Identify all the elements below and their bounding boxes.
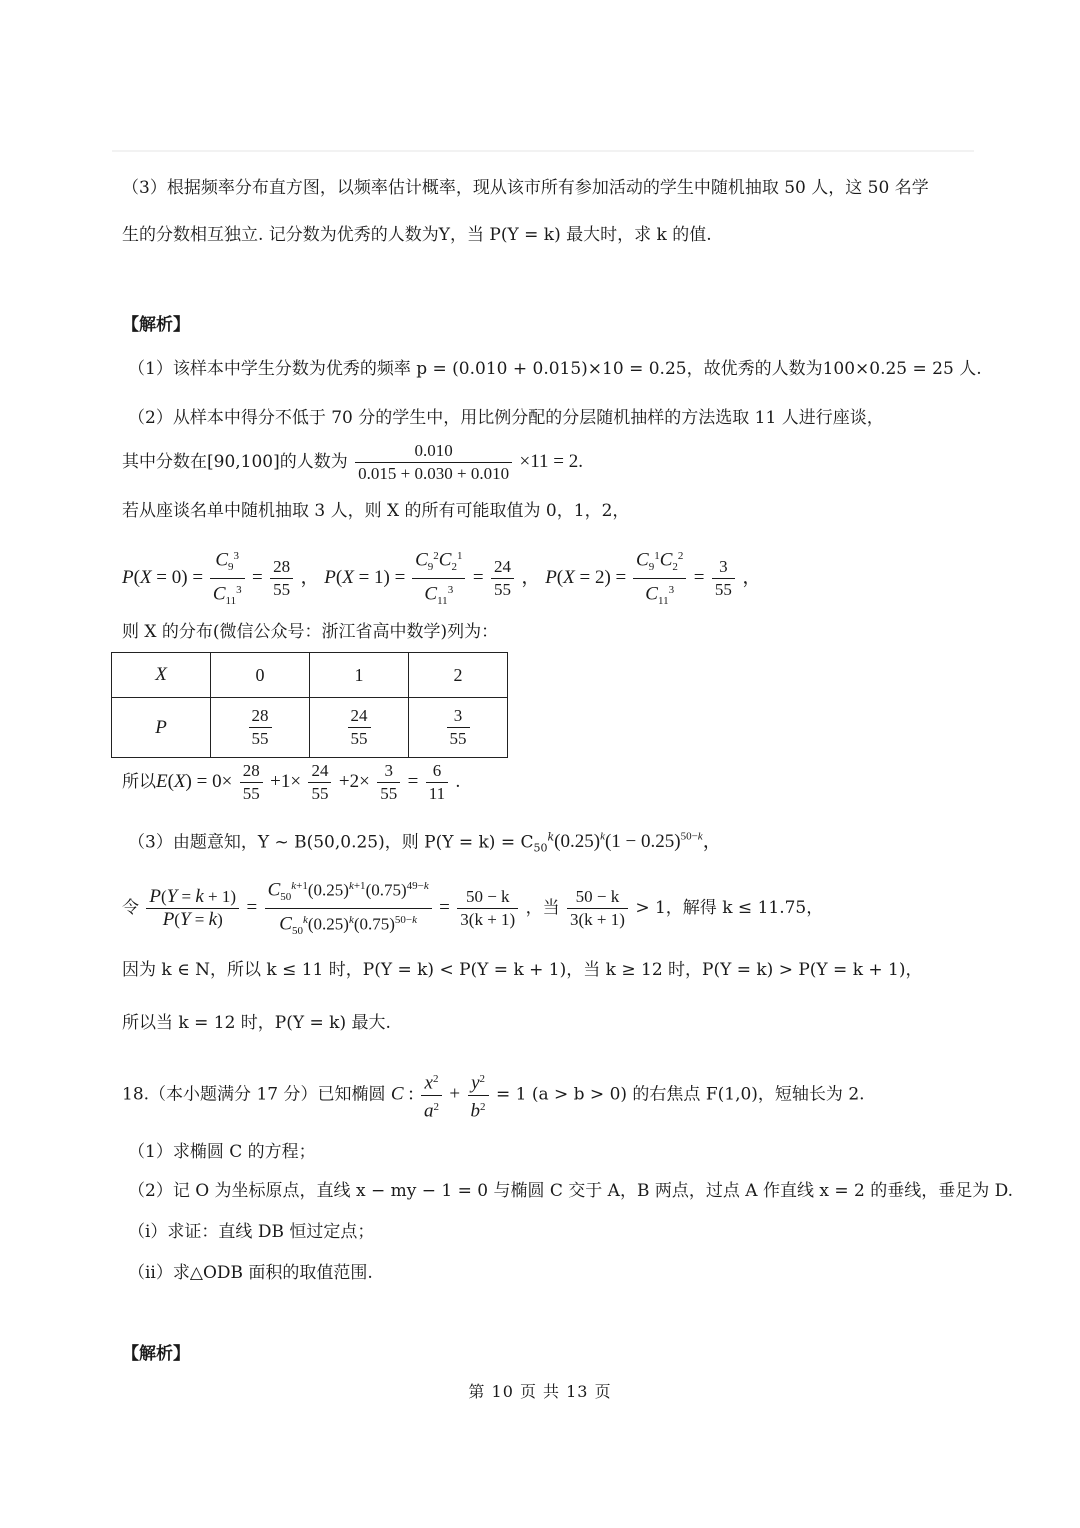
count-fraction [355, 440, 512, 485]
ratio-simplified: $\frac{50 - k}{3(k + 1)}$ [457, 886, 518, 931]
distribution-intro: 则 X 的分布(微信公众号：浙江省高中数学)列为： [122, 622, 499, 642]
prob-fraction-0: $\frac{28}{55}$ [270, 556, 293, 601]
table-row-label: P [112, 698, 211, 758]
ratio-fraction: $\frac{P(Y = k + 1)}{P(Y = k)}$ [146, 886, 239, 931]
solution-count-line [122, 440, 583, 485]
prob-fraction-2: $\frac{3}{55}$ [712, 556, 735, 601]
analysis-heading-2: 【解析】 [122, 1344, 190, 1364]
expectation-line: 所以E(X) = 0× $\frac{28}{55}$ +1× $\frac{24}{55}$ +2× $\frac{3}{55}$ = $\frac{6}{11}$ . [122, 761, 461, 803]
page-footer: 第 10 页 共 13 页 [468, 1382, 612, 1401]
q18-stem: 18.（本小题满分 17 分）已知椭圆 C : $\frac{x^2}{a^2}$ + $\frac{y^2}{b^2}$ = 1 (a > b > 0) 的右焦点 F(1,0)，短轴长为 2. [122, 1068, 865, 1122]
q18-part-2i: （i）求证：直线 DB 恒过定点； [128, 1222, 375, 1242]
count-suffix: ×11 = 2. [519, 451, 583, 472]
probability-line: P(X = 0) = $\frac{C_9^3}{C_{11}^3}$ = $\frac{28}{55}$ ， P(X = 1) = $\frac{C_9^2C_2^1}{C_{11}^3}$ = $\frac{24}{55}$ ， P(X = 2) = $\frac{C_9^1C_2^2}{C_{11}^3}$ = $\frac{3}{55}$ ， [122, 545, 761, 612]
ratio-line: 令 $\frac{P(Y = k + 1)}{P(Y = k)}$ = $\frac{C_{50}^{k+1}(0.25)^{k+1}(0.75)^{49-k}}{C_{50}^k(0.25)^k(0.75)^{50-k}}$ = $\frac{50 - k}{3(k + 1)}$ ，当 $\frac{50 - k}{3(k + 1)}$ > 1，解得 k ≤ 11.75， [122, 875, 823, 942]
q3-line-2: 生的分数相互独立. 记分数为优秀的人数为Y，当 P(Y = k) 最大时，求 k 的值. [122, 225, 712, 245]
fraction-numerator: 0.010 [355, 440, 512, 463]
distribution-table [111, 652, 508, 758]
scan-band [112, 150, 974, 152]
prob-fraction-1: $\frac{24}{55}$ [491, 556, 514, 601]
solution-part-1: （1）该样本中学生分数为优秀的频率 p = (0.010 + 0.015)×10 = 0.25，故优秀的人数为100×0.25 = 25 人. [128, 359, 982, 379]
table-header-cell: 0 [211, 653, 310, 698]
expectation-result: $\frac{6}{11}$ [426, 760, 448, 805]
solution-values-line: 若从座谈名单中随机抽取 3 人，则 X 的所有可能取值为 0，1，2， [122, 501, 630, 521]
table-cell: $\frac{3}{55}$ [409, 698, 508, 758]
ellipse-x-term: $\frac{x^2}{a^2}$ [421, 1068, 442, 1122]
table-header-cell: 2 [409, 653, 508, 698]
part3-conclusion-1: 因为 k ∈ N，所以 k ≤ 11 时，P(Y = k) < P(Y = k + 1)，当 k ≥ 12 时，P(Y = k) > P(Y = k + 1)， [122, 960, 923, 980]
table-cell: $\frac{28}{55}$ [211, 698, 310, 758]
ratio-expanded: $\frac{C_{50}^{k+1}(0.25)^{k+1}(0.75)^{49-k}}{C_{50}^k(0.25)^k(0.75)^{50-k}}$ [265, 875, 432, 942]
solution-part-2: （2）从样本中得分不低于 70 分的学生中，用比例分配的分层随机抽样的方法选取 11 人进行座谈， [128, 408, 884, 428]
table-cell: $\frac{24}{55}$ [310, 698, 409, 758]
q3-line-1: （3）根据频率分布直方图，以频率估计概率，现从该市所有参加活动的学生中随机抽取 50 人，这 50 名学 [122, 178, 929, 198]
ratio-condition: $\frac{50 - k}{3(k + 1)}$ [567, 886, 628, 931]
analysis-heading: 【解析】 [122, 315, 190, 335]
ellipse-y-term: $\frac{y^2}{b^2}$ [468, 1068, 489, 1122]
table-header-cell: X [112, 653, 211, 698]
comb-fraction-2: $\frac{C_9^1C_2^2}{C_{11}^3}$ [633, 545, 686, 612]
part3-binomial-line: （3）由题意知，Y ~ B(50,0.25)，则 $P(Y = k) = C_{50}^k(0.25)^k(1 - 0.25)^{50-k}$， [128, 830, 722, 855]
count-prefix: 其中分数在[90,100]的人数为 [122, 452, 348, 472]
part3-conclusion-2: 所以当 k = 12 时，P(Y = k) 最大. [122, 1013, 391, 1033]
table-row [112, 698, 508, 758]
fraction-denominator: 0.015 + 0.030 + 0.010 [358, 464, 510, 483]
comb-fraction-0: $\frac{C_9^3}{C_{11}^3}$ [210, 545, 245, 612]
table-header-cell: 1 [310, 653, 409, 698]
q18-part-1: （1）求椭圆 C 的方程； [128, 1142, 316, 1162]
q18-part-2ii: （ii）求△ODB 面积的取值范围. [128, 1263, 373, 1283]
q18-part-2: （2）记 O 为坐标原点，直线 x − my − 1 = 0 与椭圆 C 交于 A，B 两点，过点 A 作直线 x = 2 的垂线，垂足为 D. [128, 1181, 1014, 1201]
table-row [112, 653, 508, 698]
comb-fraction-1: $\frac{C_9^2C_2^1}{C_{11}^3}$ [412, 545, 465, 612]
